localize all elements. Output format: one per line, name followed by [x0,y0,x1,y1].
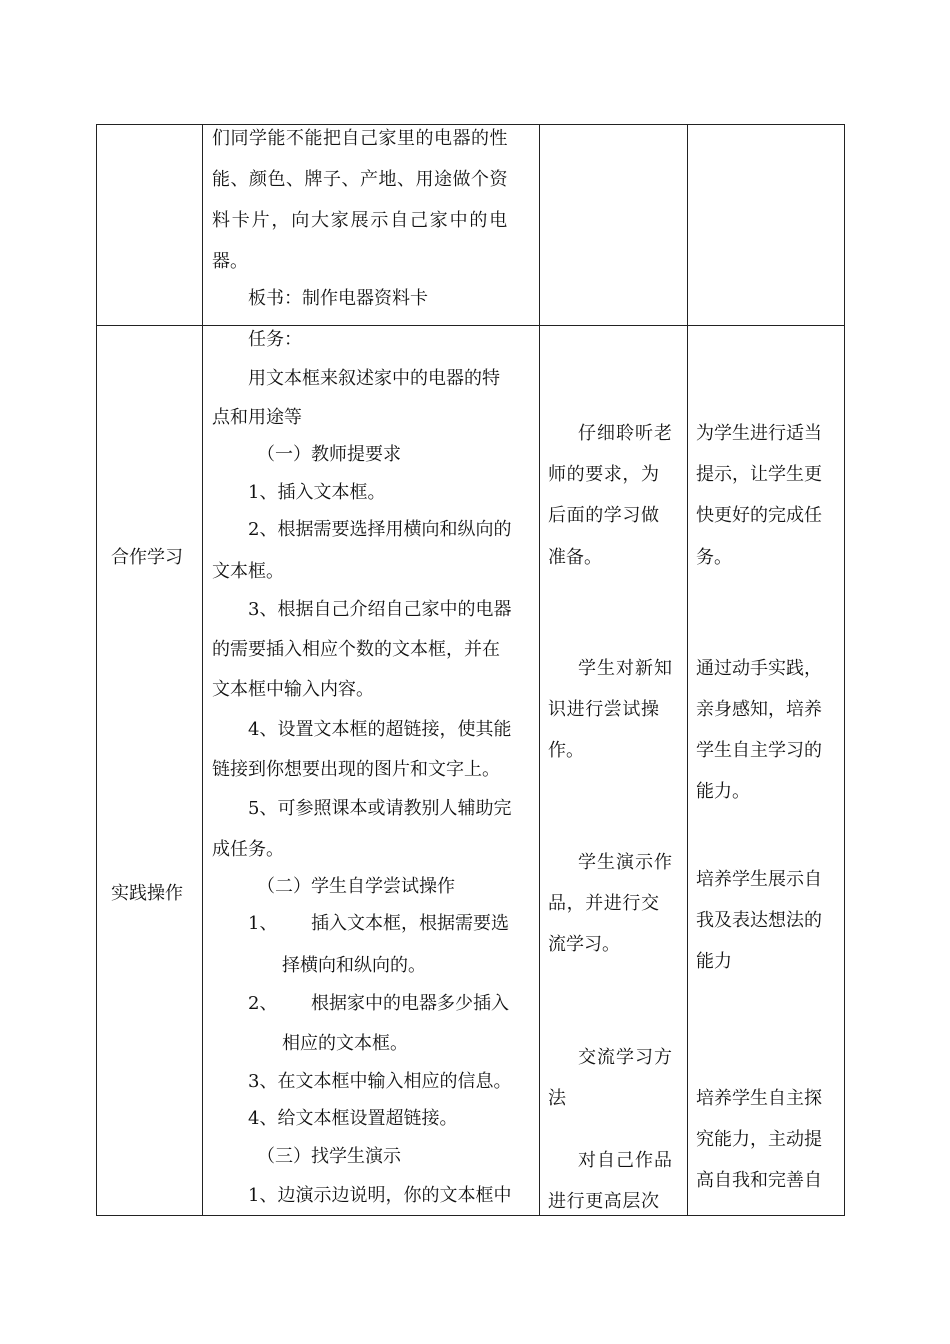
content-line: 料卡片，向大家展示自己家中的电 [212,210,509,231]
row-divider [97,325,844,326]
content-line: 根据家中的电器多少插入 [311,993,509,1014]
student-activity-line: 学生对新知 [578,658,673,679]
student-activity-line: 学生演示作 [578,852,673,873]
design-intent-line: 快更好的完成任 [696,505,822,526]
content-line: 任务： [248,329,302,350]
column-divider [539,125,540,1215]
design-intent-line: 亲身感知，培养 [696,699,822,720]
design-intent-line: 能力 [696,951,732,972]
student-activity-line: 仔细聆听老 [578,423,673,444]
content-line: 1、插入文本框。 [248,482,386,503]
column-divider [687,125,688,1215]
content-line: 3、在文本框中输入相应的信息。 [248,1071,512,1092]
content-line: 4、设置文本框的超链接，使其能 [248,719,512,740]
stage-label-cooperative-learning: 合作学习 [111,547,183,568]
content-line: 相应的文本框。 [282,1033,408,1054]
design-intent-line: 高自我和完善自 [696,1170,822,1191]
design-intent-line: 我及表达想法的 [696,910,822,931]
content-line: （一）教师提要求 [257,444,401,465]
student-activity-line: 识进行尝试操 [548,699,660,720]
content-line: 插入文本框，根据需要选 [311,913,509,934]
stage-label-practice: 实践操作 [111,883,183,904]
design-intent-line: 培养学生展示自 [696,869,822,890]
content-line: 成任务。 [212,839,284,860]
content-line: 链接到你想要出现的图片和文字上。 [212,759,500,780]
content-line: （三）找学生演示 [257,1146,401,1167]
content-line: 的需要插入相应个数的文本框，并在 [212,639,500,660]
content-line: 3、根据自己介绍自己家中的电器 [248,599,512,620]
student-activity-line: 对自己作品 [578,1150,673,1171]
design-intent-line: 为学生进行适当 [696,423,822,444]
content-line: 文本框。 [212,561,284,582]
design-intent-line: 能力。 [696,781,750,802]
student-activity-line: 准备。 [548,547,602,568]
design-intent-line: 通过动手实践， [696,658,822,679]
student-activity-line: 师的要求，为 [548,464,660,485]
content-line: 4、给文本框设置超链接。 [248,1108,458,1129]
student-activity-line: 法 [548,1088,566,1109]
content-line: 5、可参照课本或请教别人辅助完 [248,798,512,819]
content-line: 2、根据需要选择用横向和纵向的 [248,519,512,540]
content-line: 择横向和纵向的。 [282,955,426,976]
content-line: 能、颜色、牌子、产地、用途做个资 [212,169,508,190]
content-line: 点和用途等 [212,407,302,428]
student-activity-line: 作。 [548,740,584,761]
design-intent-line: 提示，让学生更 [696,464,822,485]
content-line: 文本框中输入内容。 [212,679,374,700]
column-divider [202,125,203,1215]
content-line: 1、边演示边说明，你的文本框中 [248,1185,512,1206]
student-activity-line: 交流学习方 [578,1047,673,1068]
content-line: 用文本框来叙述家中的电器的特 [248,368,500,389]
design-intent-line: 学生自主学习的 [696,740,822,761]
list-number: 2、 [248,993,278,1014]
student-activity-line: 品，并进行交 [548,893,660,914]
list-number: 1、 [248,913,278,934]
design-intent-line: 务。 [696,547,732,568]
design-intent-line: 培养学生自主探 [696,1088,822,1109]
student-activity-line: 流学习。 [548,934,620,955]
design-intent-line: 究能力，主动提 [696,1129,822,1150]
content-line: 器。 [212,251,248,272]
content-line: 们同学能不能把自己家里的电器的性 [212,128,508,149]
content-line: （二）学生自学尝试操作 [257,876,455,897]
student-activity-line: 进行更高层次 [548,1191,660,1212]
student-activity-line: 后面的学习做 [548,505,660,526]
board-note: 板书：制作电器资料卡 [248,288,428,309]
